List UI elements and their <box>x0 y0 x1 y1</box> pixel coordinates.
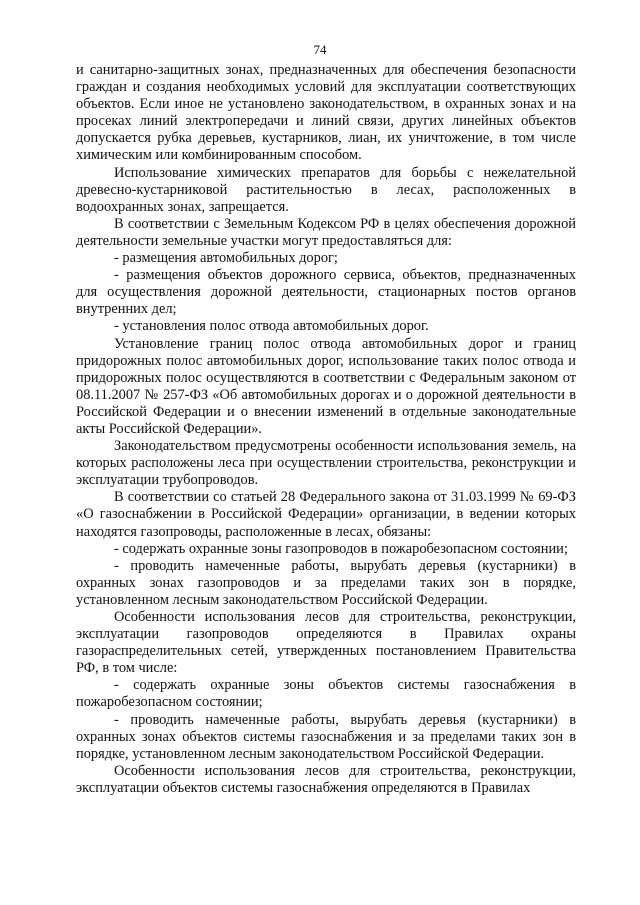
body-text <box>76 62 576 797</box>
paragraph: - проводить намеченные работы, вырубать деревья (кустарники) в охранных зонах объектов системы газоснабжения и за пределами таких зон в порядке, установленном лесным законодательством Российской Федерации. <box>76 711 576 762</box>
paragraph: Установление границ полос отвода автомобильных дорог и границ придорожных полос автомобильных дорог, использование таких полос отвода и придорожных полос осуществляются в соответствии с Федеральным законом от 08.11.2007 № 257-ФЗ «Об автомобильных дорогах и о дорожной деятельности в Российской Федерации и о внесении изменений в отдельные законодательные акты Российской Федерации». <box>76 335 576 437</box>
paragraph: - содержать охранные зоны газопроводов в пожаробезопасном состоянии; <box>114 540 568 557</box>
paragraph: Особенности использования лесов для строительства, реконструкции, эксплуатации газопроводов определяются в Правилах охраны газораспределительных сетей, утвержденных постановлением Правительства РФ, в том числе: <box>76 609 576 677</box>
paragraph: - проводить намеченные работы, вырубать деревья (кустарники) в охранных зонах газопроводов и за пределами таких зон в порядке, установленном лесным законодательством Российской Федерации. <box>76 557 576 608</box>
paragraph: Использование химических препаратов для борьбы с нежелательной древесно-кустарниковой растительностью в лесах, расположенных в водоохранных зонах, запрещается. <box>76 164 576 215</box>
paragraph: и санитарно-защитных зонах, предназначенных для обеспечения безопасности граждан и создания необходимых условий для эксплуатации соответствующих объектов. Если иное не установлено законодательством, в охранных зонах и на просеках линий электропередачи и линий связи, других линейных объектов допускается рубка деревьев, кустарников, лиан, их уничтожение, в том числе химическим или комбинированным способом. <box>76 62 576 164</box>
paragraph: - содержать охранные зоны объектов системы газоснабжения в пожаробезопасном состоянии; <box>76 677 576 711</box>
paragraph: Особенности использования лесов для строительства, реконструкции, эксплуатации объектов системы газоснабжения определяются в Правилах <box>76 762 576 796</box>
paragraph: В соответствии со статьей 28 Федерального закона от 31.03.1999 № 69-ФЗ «О газоснабжении в Российской Федерации» организации, в ведении которых находятся газопроводы, расположенные в лесах, обязаны: <box>76 489 576 540</box>
paragraph: В соответствии с Земельным Кодексом РФ в целях обеспечения дорожной деятельности земельные участки могут предоставляться для: <box>76 215 576 249</box>
paragraph: - размещения объектов дорожного сервиса, объектов, предназначенных для осуществления дорожной деятельности, стационарных постов органов внутренних дел; <box>76 267 576 318</box>
paragraph: Законодательством предусмотрены особенности использования земель, на которых расположены леса при осуществлении строительства, реконструкции и эксплуатации трубопроводов. <box>76 438 576 489</box>
paragraph: - установления полос отвода автомобильных дорог. <box>114 318 429 335</box>
page-number: 74 <box>313 42 327 57</box>
paragraph: - размещения автомобильных дорог; <box>114 250 338 267</box>
